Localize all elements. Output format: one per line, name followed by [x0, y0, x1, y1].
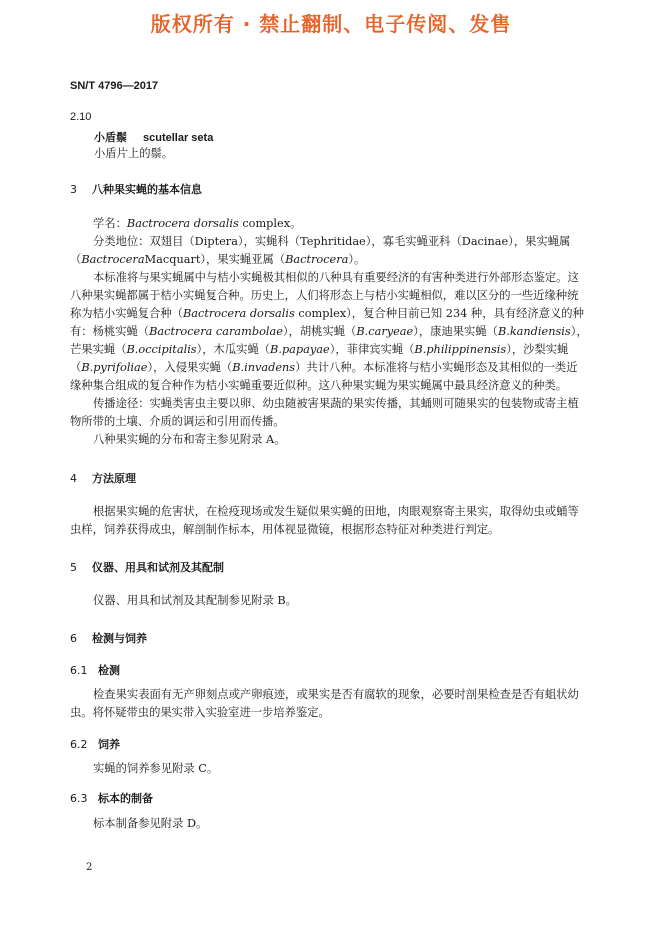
method-principle-para: 根据果实蝇的危害状，在检疫现场或发生疑似果实蝇的田地，肉眼观察寄主果实，取得幼虫或蛹等虫样，饲养获得成虫，解剖制作标本，用体视显微镜，根据形态特征对种类进行判定。: [70, 505, 579, 536]
subsection-6-1-heading: [70, 662, 120, 678]
term-definition: 小盾片上的鬃。: [94, 147, 174, 160]
term-english: scutellar seta: [143, 132, 214, 144]
section-number: 4: [70, 472, 77, 485]
body-text: ），沙梨实蝇（: [70, 343, 569, 374]
species-name: B.papayae: [270, 343, 330, 356]
scientific-name-para: [70, 215, 588, 233]
species-name: B.invadens: [232, 361, 296, 374]
term-chinese: 小盾鬃: [94, 131, 127, 144]
section-number: 3: [70, 183, 77, 196]
genus-name: Bactrocera: [81, 253, 145, 266]
section-6-heading: [70, 630, 147, 646]
body-text: complex），复合种目前已知 234 种，具有经济意义的种有：杨桃实蝇（: [70, 307, 584, 338]
distribution-para: 八种果实蝇的分布和寄主参见附录 A。: [93, 433, 286, 446]
taxonomy-text: Macquart），果实蝇亚属（: [144, 253, 286, 266]
transmission-para: 传播途径：实蝇类害虫主要以卵、幼虫随被害果蔬的果实传播，其蛹则可随果实的包装物或寄主植物所带的土壤、介质的调运和引用而传播。: [70, 397, 579, 428]
specimen-para: 标本制备参见附录 D。: [93, 817, 208, 830]
taxonomy-text: ）。: [348, 253, 366, 266]
subsection-title: 饲养: [98, 738, 120, 751]
section-number: 5: [70, 561, 77, 574]
subsection-number: 6.2: [70, 738, 88, 751]
body-text: 本标准将与果实蝇属中与桔小实蝇极其相似的八种具有重要经济的有害种类进行外部形态鉴定。这八种果实蝇都属于桔小实蝇复合种。历史上，人们将形态上与桔小实蝇相似，难以区分的一些近缘种统称为桔小实蝇复合种（: [70, 271, 579, 320]
subsection-title: 检测: [98, 664, 120, 677]
species-name: B.occipitalis: [126, 343, 197, 356]
detection-para: 检查果实表面有无产卵刻点或产卵痕迹，或果实是否有腐软的现象，必要时剖果检查是否有蛆状幼虫。将怀疑带虫的果实带入实验室进一步培养鉴定。: [70, 688, 579, 719]
species-name: B.caryeae: [356, 325, 414, 338]
section-title: 仪器、用具和试剂及其配制: [92, 561, 224, 574]
body-text: ），木瓜实蝇（: [196, 343, 271, 356]
body-text: ），胡桃实蝇（: [282, 325, 357, 338]
clause-number: 2.10: [70, 111, 92, 123]
standard-number: SN/T 4796—2017: [70, 80, 159, 92]
species-name: B.pyrifoliae: [81, 361, 148, 374]
section-title: 八种果实蝇的基本信息: [92, 183, 202, 196]
body-text: ），康迪果实蝇（: [413, 325, 498, 338]
species-name: B.kandiensis: [497, 325, 571, 338]
instruments-para: 仪器、用具和试剂及其配制参见附录 B。: [93, 594, 297, 607]
rearing-para: 实蝇的饲养参见附录 C。: [93, 762, 219, 775]
subsection-6-2-heading: [70, 736, 120, 752]
copyright-watermark: 版权所有 · 禁止翻制、电子传阅、发售: [150, 12, 512, 36]
subgenus-name: Bactrocera: [285, 253, 349, 266]
sci-name: Bactrocera dorsalis: [126, 217, 239, 230]
subsection-number: 6.1: [70, 664, 88, 677]
species-complex-para: [70, 269, 588, 395]
section-number: 6: [70, 632, 77, 645]
body-text: ），菲律宾实蝇（: [329, 343, 415, 356]
section-title: 方法原理: [92, 472, 136, 485]
subsection-number: 6.3: [70, 792, 88, 805]
subsection-6-3-heading: [70, 790, 153, 806]
sci-label: 学名：: [93, 217, 127, 230]
section-3-heading: [70, 181, 202, 197]
body-text: ），入侵果实蝇（: [147, 361, 233, 374]
section-title: 检测与饲养: [92, 632, 147, 645]
subsection-title: 标本的制备: [98, 792, 153, 805]
section-4-heading: [70, 470, 136, 486]
body-text: ），芒果实蝇（: [70, 325, 588, 356]
species-name: Bactrocera carambolae: [149, 325, 283, 338]
page-number: 2: [86, 862, 93, 873]
species-name: Bactrocera dorsalis: [182, 307, 295, 320]
body-text: ）共计八种。本标准将与桔小实蝇形态及其相似的一类近缘种集合组成的复合种作为桔小实蝇重要近似种。这八种果实蝇为果实蝇属中最具经济意义的种类。: [70, 361, 578, 392]
term-entry: [94, 129, 213, 145]
sci-suffix: complex。: [238, 217, 302, 230]
section-5-heading: [70, 559, 224, 575]
taxonomy-para: [70, 233, 588, 269]
species-name: B.philippinensis: [414, 343, 507, 356]
taxonomy-text: 分类地位：双翅目（Diptera），实蝇科（Tephritidae），寡毛实蝇亚科（Dacinae），果实蝇属（: [70, 235, 571, 266]
